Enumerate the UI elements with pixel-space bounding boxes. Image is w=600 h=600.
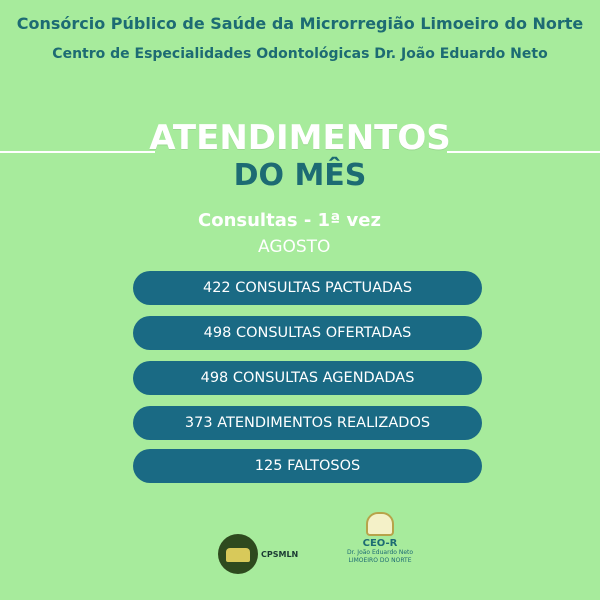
- title-line1: ATENDIMENTOS: [149, 118, 451, 158]
- ceo-r-logo-text: CEO-R: [362, 538, 398, 549]
- cpsmln-logo: [218, 532, 318, 576]
- cpsmln-logo-text: CPSMLN: [261, 549, 299, 559]
- ceo-r-logo: [340, 512, 420, 572]
- people-icon: [218, 534, 258, 574]
- stat-pill-agendadas: 498 CONSULTAS AGENDADAS: [133, 361, 482, 395]
- title-line2: DO MÊS: [233, 158, 367, 193]
- stat-pill-ofertadas: 498 CONSULTAS OFERTADAS: [133, 316, 482, 350]
- ceo-r-logo-subtitle: Dr. João Eduardo Neto: [346, 549, 414, 556]
- ceo-r-logo-location: LIMOEIRO DO NORTE: [348, 557, 412, 564]
- stat-pill-pactuadas: 422 CONSULTAS PACTUADAS: [133, 271, 482, 305]
- stat-pill-realizados: 373 ATENDIMENTOS REALIZADOS: [133, 406, 482, 440]
- tooth-icon: [366, 512, 394, 536]
- header-subtitle: Centro de Especialidades Odontológicas Dr. João Eduardo Neto: [52, 46, 548, 62]
- stat-pill-faltosos: 125 FALTOSOS: [133, 449, 482, 483]
- header-title: Consórcio Público de Saúde da Microrregião Limoeiro do Norte: [16, 14, 584, 33]
- month-label: AGOSTO: [258, 237, 331, 257]
- subtitle: Consultas - 1ª vez: [198, 210, 381, 231]
